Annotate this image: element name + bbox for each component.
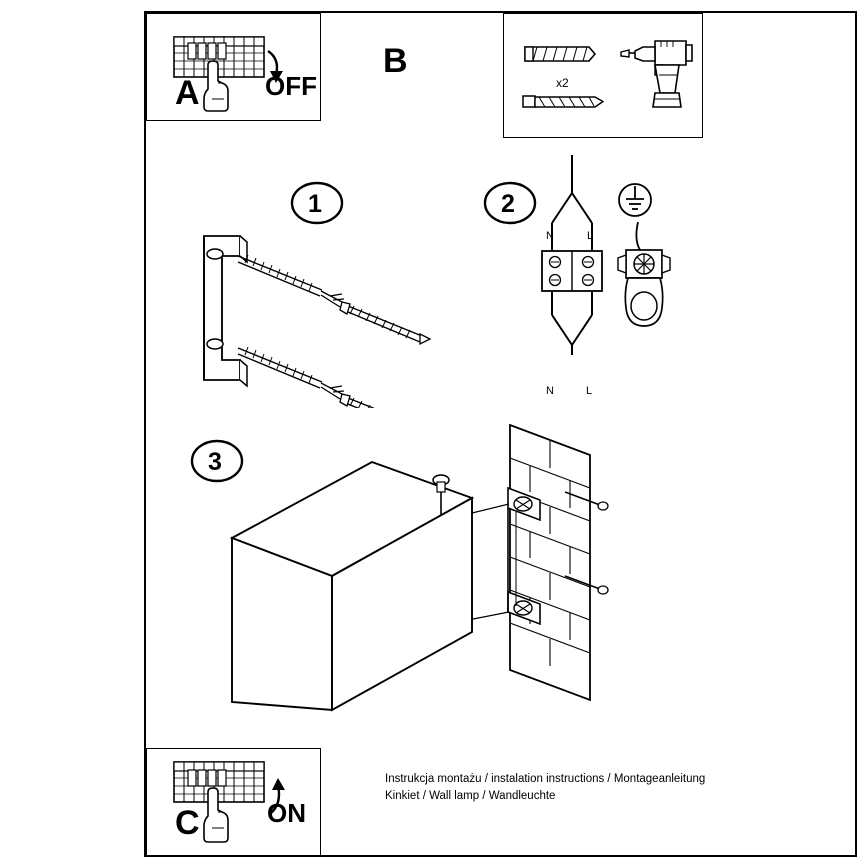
power-drill-icon [621, 41, 692, 107]
footer-line-1: Instrukcja montażu / instalation instructions / Montageanleitung [385, 773, 706, 785]
earth-ground-icon [613, 180, 657, 220]
terminal-label-l-top: L [587, 230, 594, 242]
terminal-label-l-bottom: L [586, 385, 593, 397]
footer-line-2: Kinkiet / Wall lamp / Wandleuchte [385, 790, 556, 802]
step-2-number: 2 [501, 190, 515, 218]
plug-quantity-label: x2 [556, 76, 569, 90]
panel-a-action-label: OFF [265, 71, 317, 101]
panel-c-action-label: ON [267, 798, 306, 828]
step-1-number: 1 [308, 190, 322, 218]
wall-plug-icon [525, 47, 595, 61]
panel-a-letter: A [175, 74, 200, 112]
wall-socket-connector [610, 222, 690, 342]
circuit-breaker-switch-on-icon [174, 762, 264, 802]
panel-c-letter: C [175, 804, 200, 842]
brick-wall [510, 425, 590, 700]
plug-screw-assembly-top [238, 255, 430, 344]
terminal-label-n-top: N [546, 230, 554, 242]
mounting-bracket-icon [204, 236, 247, 386]
panel-tools [503, 13, 703, 138]
screw-icon [523, 96, 603, 107]
plug-screw-assembly-bottom [238, 347, 416, 408]
step-3-illustration [220, 420, 640, 720]
panel-breaker-off [146, 13, 321, 121]
circuit-breaker-switch-off-icon [174, 37, 264, 77]
terminal-label-n-bottom: N [546, 385, 554, 397]
step-3-number: 3 [208, 448, 222, 476]
cube-wall-lamp [232, 462, 472, 710]
step-2-terminal-block [530, 155, 620, 355]
step-1-illustration [190, 228, 480, 408]
panel-b-letter: B [383, 42, 408, 80]
